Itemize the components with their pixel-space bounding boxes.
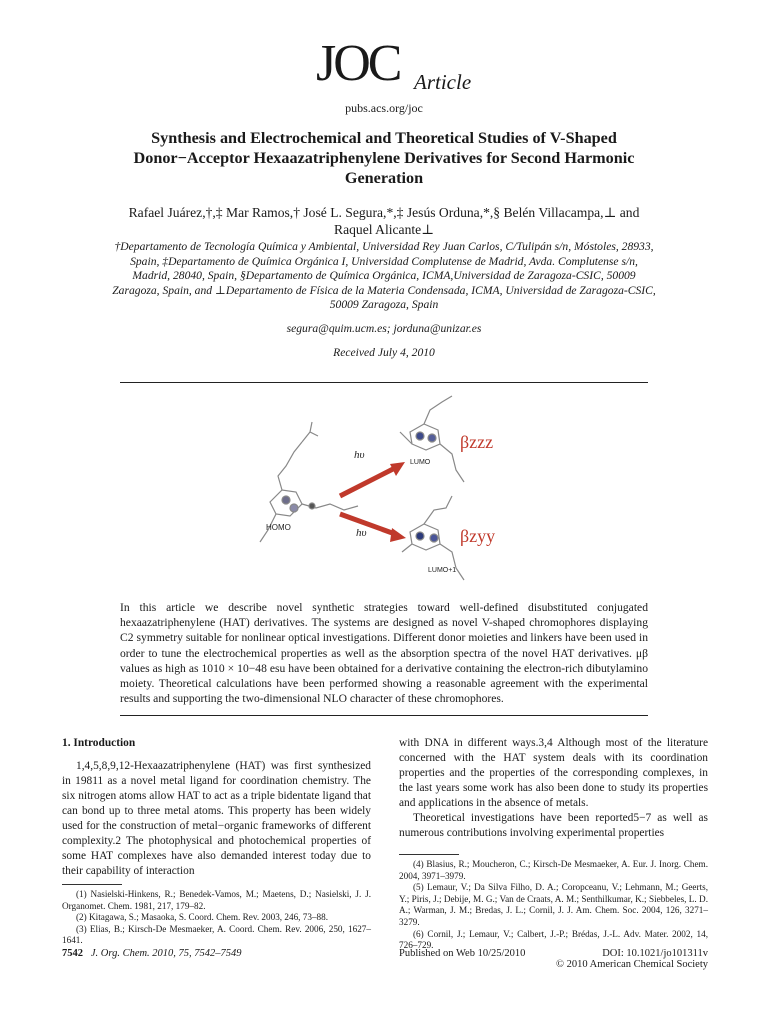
journal-citation: J. Org. Chem. 2010, 75, 7542–7549 [90,948,242,959]
hv-upper: hυ [354,449,365,461]
intro-paragraph-right-2: Theoretical investigations have been reported5−7 as well as numerous contributions involving experimental properties [399,812,708,839]
arrow-lower-head [390,528,406,542]
article-title: Synthesis and Electrochemical and Theoretical Studies of V-Shaped Donor−Acceptor Hexaazatriphenylene Derivatives for Second Harmonic Generation [133,129,635,187]
section-heading: 1. Introduction [62,737,136,749]
footnote-rule-left [62,884,122,885]
intro-paragraph-left: 1,4,5,8,9,12-Hexaazatriphenylene (HAT) was first synthesized in 19811 as a novel metal ligand for coordination chemistry. The six nitrogen atoms allow HAT to act as a triple bidentate ligand that can bond up to three metal atoms. This property has been widely used for the construction of metal−organic frameworks of different complexity.2 The photophysical and photochemical properties of some HAT complexes have also demanded interest today due to their capability of interaction [62,760,371,877]
copyright: © 2010 American Chemical Society [555,959,708,970]
lumo-molecule [400,396,464,482]
beta-zzz-label: βzzz [460,432,494,452]
footer-right [556,948,708,970]
beta-zyy-label: βzyy [460,526,496,546]
page-number: 7542 [62,948,83,959]
abstract: In this article we describe novel synthetic strategies toward well-defined disubstituted conjugated hexaazatriphenylene (HAT) derivatives. The systems are designed as novel V-shaped chromophores displaying C2 symmetry suitable for nonlinear optical investigations. Different donor moieties and linkers have been used in order to tune the electrochemical properties as well as the absorption spectra of the novel HAT derivatives. μβ values as high as 1010 × 10−48 esu have been obtained for a derivative containing the electron-rich dibutylamino moiety. Theoretical calculations have been performed showing a reasonable agreement with the experimental results and supporting the two-dimensional NLO character of these chromophores. [120,601,648,706]
footnote-5: (5) Lemaur, V.; Da Silva Filho, D. A.; Coropceanu, V.; Lehmann, M.; Geerts, Y.; Piris, J.; Debije, M. G.; Van de Craats, A. M.; Senthilkumar, K.; Siebbeles, L. D. A.; Warman, J. M.; Bredas, J. L.; Cornil, J. J. Am. Chem. Soc. 2004, 126, 3271–3279. [399,882,708,927]
journal-logo: JOC [316,35,400,92]
footnote-3: (3) Elias, B.; Kirsch-De Mesmaeker, A. Coord. Chem. Rev. 2006, 250, 1627–1641. [62,923,371,946]
lumo-label: LUMO [410,459,431,466]
received-date: Received July 4, 2010 [333,346,435,359]
footnote-4: (4) Blasius, R.; Moucheron, C.; Kirsch-De Mesmaeker, A. Eur. J. Inorg. Chem. 2004, 3971–3979. [399,859,708,881]
footnote-rule-right [399,854,459,855]
divider-bottom [120,715,648,716]
published-date: Published on Web 10/25/2010 [399,948,526,959]
divider-top [120,382,648,383]
footnotes-left [62,884,371,947]
right-column [399,736,708,841]
affiliations: †Departamento de Tecnología Química y Ambiental, Universidad Rey Juan Carlos, C/Tulipán s/n, Móstoles, 28933, Spain, ‡Departamento de Química Orgánica I, Universidad Complutense de Madrid, Avda. Complutense s/n, Madrid, 28040, Spain, §Departamento de Química Orgánica, ICMA,Universidad de Zaragoza-CSIC, 50009 Zaragoza, Spain, and ⊥Departamento de Física de la Materia Condensada, ICMA, Universidad de Zaragoza-CSIC, 50009 Zaragoza, Spain [112,240,656,312]
footnote-1: (1) Nasielski-Hinkens, R.; Benedek-Vamos, M.; Maetens, D.; Nasielski, J. J. Organomet. Chem. 1981, 217, 179–82. [62,889,371,911]
lumo1-label: LUMO+1 [428,567,457,574]
intro-paragraph-right-1: with DNA in different ways.3,4 Although most of the literature concerned with the HAT system deals with its coordination properties and the properties of the corresponding complexes, in the last years some work has also been done to study its properties and applications in the absence of metals. [399,737,708,809]
journal-url[interactable]: pubs.acs.org/joc [345,101,423,115]
contact-email[interactable]: segura@quim.ucm.es; jorduna@unizar.es [286,322,482,335]
doi[interactable]: DOI: 10.1021/jo101311v [602,948,708,959]
author-list: Rafael Juárez,†,‡ Mar Ramos,† José L. Segura,*,‡ Jesús Orduna,*,§ Belén Villacampa,⊥ and Raquel Alicante⊥ [128,205,640,237]
arrow-upper [340,468,395,496]
homo-label: HOMO [266,523,291,532]
hv-lower: hυ [356,527,367,539]
footer-citation [62,948,242,959]
journal-logo-article: Article [414,70,472,94]
arrow-lower [340,514,395,534]
left-column [62,736,371,879]
footnotes-right [399,854,708,952]
footnote-2: (2) Kitagawa, S.; Masaoka, S. Coord. Chem. Rev. 2003, 246, 73–88. [76,912,329,923]
footnote-6: (6) Cornil, J.; Lemaur, V.; Calbert, J.-P.; Brédas, J.-L. Adv. Mater. 2002, 14, 726–729. [399,928,708,951]
toc-graphic [220,392,520,588]
